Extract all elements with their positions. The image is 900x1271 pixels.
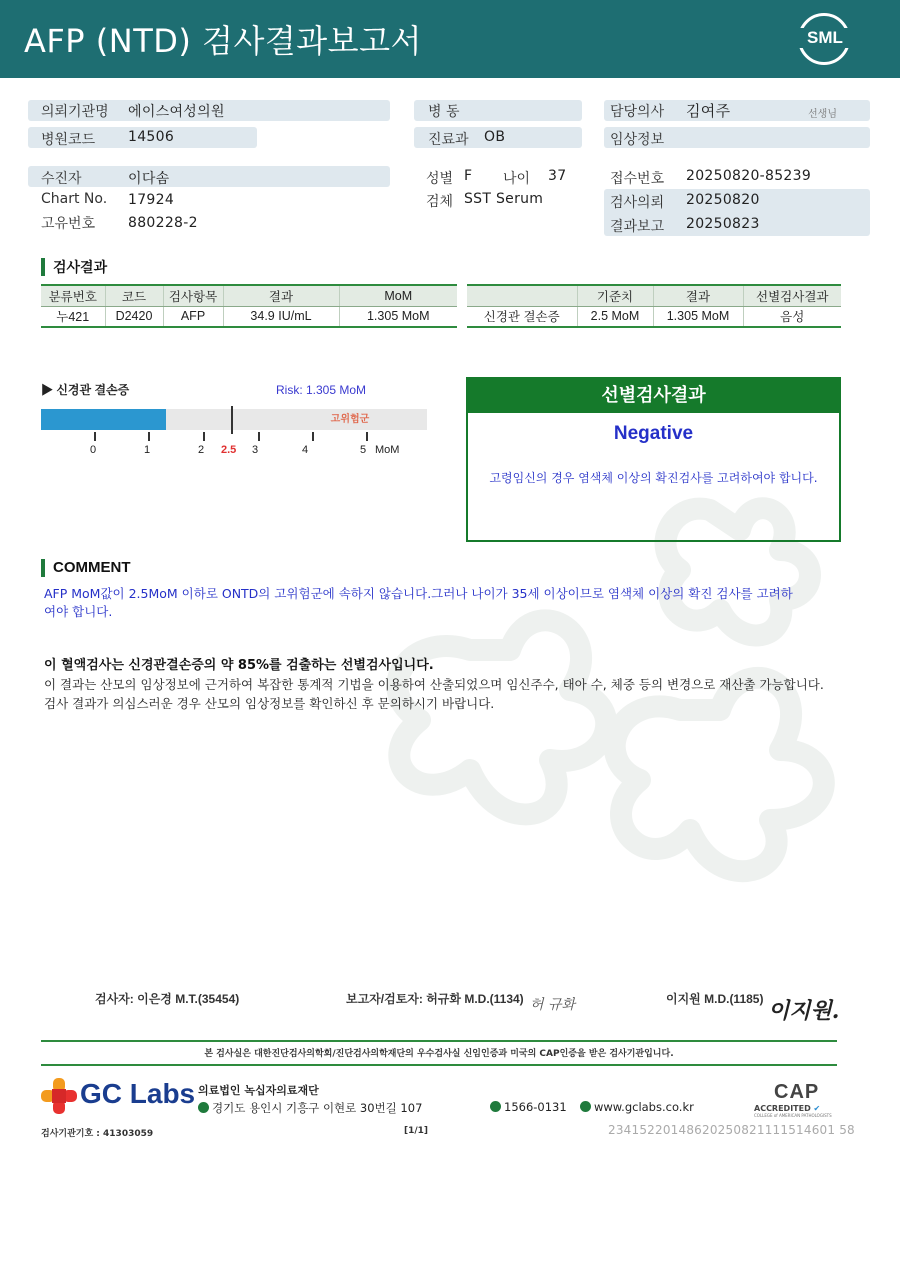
sex-label: 성별 [426,171,454,187]
risk-gauge-track [41,409,427,430]
gauge-tick [366,432,368,441]
gauge-cutoff-label: 2.5 [221,444,237,456]
table-cell: 34.9 IU/mL [223,306,339,327]
results-heading: 검사결과 [41,258,107,276]
chart-value: 17924 [128,192,175,208]
id-label: 고유번호 [41,216,96,232]
patient-value: 이다솜 [128,171,170,187]
reporter-signature-line: 보고자/검토자: 허규화 M.D.(1134) [346,992,524,1006]
screening-note-text: 이 결과는 산모의 임상정보에 근거하여 복잡한 통계적 기법을 이용하여 산출되었으며 임신주수, 태아 수, 체중 등의 변경으로 재산출 가능합니다. 검사 결과가 의심스러운 경우 산모의 임상정보를 확인하신 후 문의하시기 바랍니다. [44,677,824,711]
address [198,1100,422,1116]
table-header: 분류번호 [41,285,105,306]
table-cell: AFP [163,306,223,327]
table-cell: 1.305 MoM [339,306,457,327]
results-header-row [41,285,457,306]
report-date-label: 결과보고 [610,219,665,235]
age-value: 37 [548,168,567,184]
high-risk-zone-label: 고위험군 [330,414,370,425]
website-text: www.gclabs.co.kr [594,1100,694,1114]
table-row [467,306,841,327]
table-cell: D2420 [105,306,163,327]
gauge-tick-label: 3 [252,444,259,456]
phone-icon [490,1101,501,1112]
sml-logo-text: SML [797,28,853,48]
screening-result-note: 고령임신의 경우 염색체 이상의 확진검사를 고려하여야 합니다. [489,471,818,485]
table-header: 결과 [653,285,743,306]
home-icon [580,1101,591,1112]
gauge-tick [312,432,314,441]
table-header: 코드 [105,285,163,306]
tester-signature-line: 검사자: 이은경 M.T.(35454) [95,992,240,1006]
gauge-tick [148,432,150,441]
certification-text: 본 검사실은 대한진단검사의학회/진단검사의학재단의 우수검사실 신임인증과 미국의 CAP인증을 받은 검사기관입니다. [204,1049,674,1059]
sex-value: F [464,168,473,184]
table-header: 선별검사결과 [743,285,841,306]
institution-value: 에이스여성의원 [128,104,225,120]
gauge-risk-text: Risk: 1.305 MoM [276,383,367,397]
gauge-tick [258,432,260,441]
gauge-unit-label: MoM [375,444,400,456]
request-value: 20250820 [686,192,760,208]
receipt-value: 20250820-85239 [686,168,812,184]
phone-text: 1566-0131 [504,1100,567,1114]
screening-table [467,284,841,328]
table-header: 기준치 [577,285,653,306]
patient-label: 수진자 [41,171,82,187]
hospital-code-label: 병원코드 [41,132,96,148]
gauge-tick-label: 5 [360,444,367,456]
cap-subtitle-text: ACCREDITED [754,1104,811,1113]
checkmark-icon: ✔ [813,1104,821,1113]
specimen-value: SST Serum [464,191,544,207]
department-label: 진료과 [428,132,469,148]
phone [490,1100,567,1114]
table-row [41,306,457,327]
page-number: [1/1] [404,1126,429,1136]
cap-accredited-logo [754,1081,838,1118]
request-label: 검사의뢰 [610,195,665,211]
hospital-code-value: 14506 [128,129,175,145]
footer-divider-top [41,1040,837,1042]
director-signature-line: 이지원 M.D.(1185) [666,992,764,1006]
results-table [41,284,457,328]
report-header [0,0,900,78]
screening-header-row [467,285,841,306]
ward-label: 병 동 [428,104,460,120]
gauge-tick-label: 4 [302,444,309,456]
website [580,1100,694,1114]
table-header: MoM [339,285,457,306]
screening-note-bold: 이 혈액검사는 신경관결손증의 약 85%를 검출하는 선별검사입니다. [44,658,434,673]
director-handwritten-signature: 이지원. [768,998,840,1024]
cap-small-text: COLLEGE of AMERICAN PATHOLOGISTS [754,1113,832,1118]
table-header [467,285,577,306]
cutoff-line [231,406,233,434]
gauge-title: ▶ 신경관 결손증 [41,383,130,397]
location-icon [198,1102,209,1113]
doctor-value: 김여주 [686,102,731,120]
table-cell: 1.305 MoM [653,306,743,327]
table-header: 결과 [223,285,339,306]
gauge-tick [94,432,96,441]
gc-labs-cross-icon [41,1078,77,1114]
screening-result-value: Negative [613,423,694,444]
patient-row [28,166,390,187]
specimen-label: 검체 [426,194,454,210]
institution-number: 검사기관기호 : 41303059 [41,1129,154,1139]
receipt-label: 접수번호 [610,171,665,187]
address-text: 경기도 용인시 기흥구 이현로 30번길 107 [212,1101,423,1115]
age-label: 나이 [503,171,531,187]
reporter-handwritten-signature: 허 규화 [530,997,576,1013]
report-title: AFP (NTD) 검사결과보고서 [24,22,422,60]
table-cell: 음성 [743,306,841,327]
comment-text: AFP MoM값이 2.5MoM 이하로 ONTD의 고위험군에 속하지 않습니다.그러나 나이가 35세 이상이므로 염색체 이상의 확진 검사를 고려하여야 합니다. [44,586,793,619]
barcode-number: 23415220148620250821111514601 58 [608,1123,855,1137]
gauge-tick [203,432,205,441]
department-value: OB [484,129,506,145]
gauge-tick-label: 1 [144,444,151,456]
chart-label: Chart No. [41,191,108,207]
table-cell: 2.5 MoM [577,306,653,327]
screening-result-title: 선별검사결과 [468,379,839,413]
gc-labs-logo-text: GC Labs [80,1078,196,1109]
id-value: 880228-2 [128,215,198,231]
institution-label: 의뢰기관명 [41,104,109,120]
screening-result-box [466,377,841,542]
table-header: 검사항목 [163,285,223,306]
report-date-value: 20250823 [686,216,760,232]
risk-gauge-fill [41,409,166,430]
table-cell: 신경관 결손증 [467,306,577,327]
cap-title: CAP [774,1081,820,1103]
doctor-label: 담당의사 [610,104,665,120]
cap-subtitle [754,1104,838,1113]
comment-heading: COMMENT [41,559,131,577]
gauge-tick-label: 2 [198,444,205,456]
foundation-name: 의료법인 녹십자의료재단 [198,1084,319,1097]
gauge-tick-label: 0 [90,444,97,456]
doctor-suffix: 선생님 [808,109,837,120]
table-cell: 누421 [41,306,105,327]
sml-logo [798,13,850,65]
clinical-label: 임상정보 [610,132,665,148]
footer-divider-bottom [41,1064,837,1066]
